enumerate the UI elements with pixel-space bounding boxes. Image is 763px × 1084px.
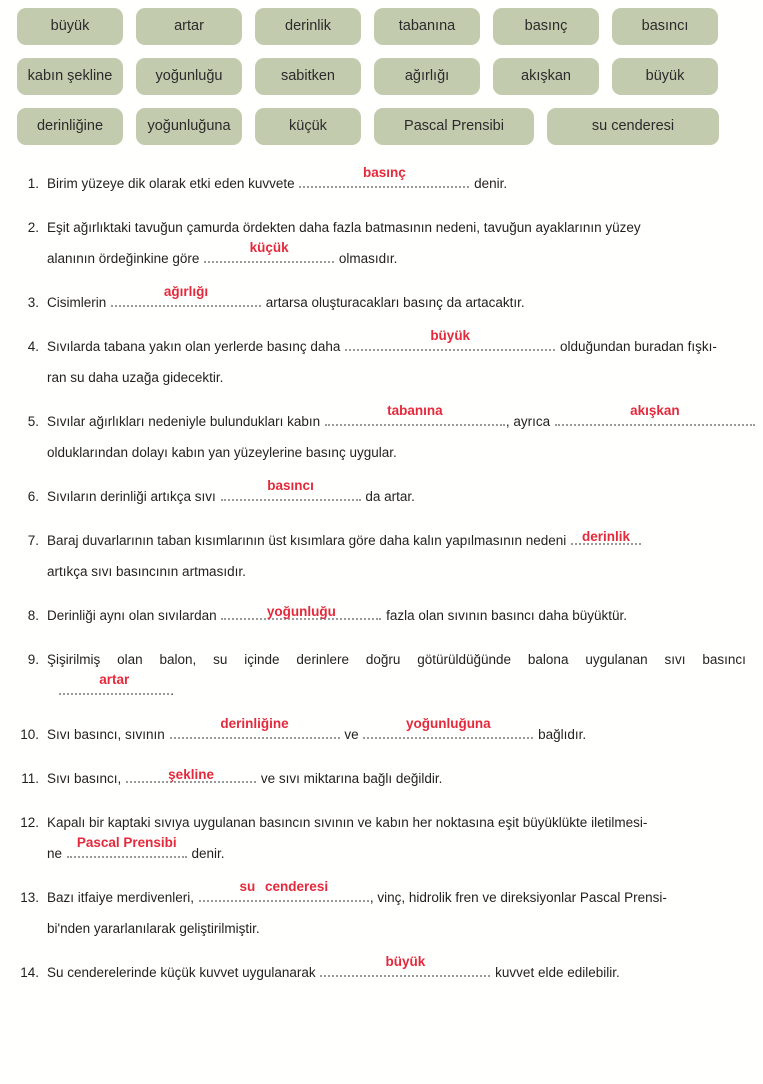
answer-text: şekline xyxy=(168,766,214,782)
question-word: balon, xyxy=(159,652,197,667)
question-body xyxy=(47,807,746,869)
question-line xyxy=(47,913,746,944)
answer-text: yoğunluğu xyxy=(266,603,336,619)
question-body xyxy=(47,212,746,274)
question-body xyxy=(47,763,746,794)
question-line xyxy=(47,164,746,199)
question-line xyxy=(47,953,746,988)
question-line xyxy=(47,807,746,838)
question-line xyxy=(47,834,746,869)
question-item xyxy=(17,164,746,199)
question-number: 11. xyxy=(21,771,39,786)
word-chip[interactable]: yoğunluğuna xyxy=(136,108,242,145)
question-text: da artar. xyxy=(361,489,415,504)
question-line xyxy=(47,402,746,437)
question-number: 5. xyxy=(27,414,39,429)
question-line xyxy=(47,212,746,243)
question-number: 2. xyxy=(27,220,39,235)
question-body xyxy=(47,644,746,706)
question-text: olmasıdır. xyxy=(335,251,398,266)
word-chip[interactable]: basınç xyxy=(493,8,599,45)
answer-text: büyük xyxy=(385,953,426,969)
question-item xyxy=(17,644,746,706)
questions-list xyxy=(0,158,763,988)
question-text: . xyxy=(170,683,175,698)
question-word: basıncı xyxy=(702,652,746,667)
question-text: Sıvıların derinliği artıkça sıvı xyxy=(47,489,220,504)
word-bank-row xyxy=(17,108,746,145)
question-text: Baraj duvarlarının taban kısımlarının üst kısımlara göre daha kalın yapılmasının nedeni xyxy=(47,533,571,548)
question-number: 8. xyxy=(27,608,39,623)
question-item xyxy=(17,763,746,794)
word-chip[interactable]: Pascal Prensibi xyxy=(374,108,534,145)
question-item xyxy=(17,878,746,944)
question-item xyxy=(17,525,746,587)
answer-blank[interactable] xyxy=(199,878,369,903)
question-text: ran su daha uzağa gidecektir. xyxy=(47,370,224,385)
question-text: denir. xyxy=(187,846,225,861)
question-number: 4. xyxy=(27,339,39,354)
answer-text: küçük xyxy=(249,239,289,255)
question-text: Bazı itfaiye merdivenleri, xyxy=(47,890,198,905)
answer-blank[interactable] xyxy=(111,283,261,308)
answer-text: yoğunluğuna xyxy=(405,715,491,731)
question-text: ne xyxy=(47,846,66,861)
question-text: ve xyxy=(340,727,363,742)
answer-blank[interactable] xyxy=(320,953,490,978)
answer-text: akışkan xyxy=(630,402,680,418)
question-body xyxy=(47,327,746,393)
question-number: 3. xyxy=(27,295,39,310)
question-text: artarsa oluşturacakları basınç da artacaktır. xyxy=(262,295,525,310)
word-chip[interactable]: küçük xyxy=(255,108,361,145)
question-body xyxy=(47,715,746,750)
question-line xyxy=(47,477,746,512)
question-word: uygulanan xyxy=(585,652,648,667)
question-number: 10. xyxy=(20,727,39,742)
word-chip[interactable]: derinlik xyxy=(255,8,361,45)
answer-blank[interactable] xyxy=(59,671,169,696)
question-line xyxy=(47,644,746,675)
answer-text: tabanına xyxy=(387,402,443,418)
question-word: su xyxy=(213,652,228,667)
question-number: 9. xyxy=(27,652,39,667)
question-text: olduklarından dolayı kabın yan yüzeylerine basınç uygular. xyxy=(47,445,397,460)
answer-blank[interactable] xyxy=(221,477,361,502)
answer-blank[interactable] xyxy=(345,327,555,352)
question-text: Eşit ağırlıktaki tavuğun çamurda ördekten daha fazla batmasının nedeni, tavuğun ayaklarının yüzey xyxy=(47,220,641,235)
question-body xyxy=(47,283,746,318)
word-chip[interactable]: basıncı xyxy=(612,8,718,45)
question-item xyxy=(17,953,746,988)
question-body xyxy=(47,164,746,199)
word-chip[interactable]: akışkan xyxy=(493,58,599,95)
question-text: olduğundan buradan fışkı- xyxy=(556,339,717,354)
word-chip[interactable]: büyük xyxy=(17,8,123,45)
question-text: artıkça sıvı basıncının artmasıdır. xyxy=(47,564,246,579)
answer-blank[interactable] xyxy=(299,164,469,189)
word-chip[interactable]: kabın şekline xyxy=(17,58,123,95)
question-number: 1. xyxy=(27,176,39,191)
question-line xyxy=(47,239,746,274)
question-body xyxy=(47,600,746,631)
answer-text: artar xyxy=(99,671,130,687)
question-item xyxy=(17,600,746,631)
question-word: götürüldüğünde xyxy=(417,652,512,667)
answer-blank[interactable] xyxy=(221,605,381,621)
question-text: Su cenderelerinde küçük kuvvet uygulanarak xyxy=(47,965,320,980)
question-line xyxy=(47,283,746,318)
question-item xyxy=(17,212,746,274)
word-bank xyxy=(0,0,763,145)
question-word: balona xyxy=(527,652,569,667)
question-number: 12. xyxy=(20,815,39,830)
answer-text: derinliğine xyxy=(220,715,289,731)
question-text: Sıvı basıncı, xyxy=(47,771,122,786)
question-number: 13. xyxy=(20,890,39,905)
question-line xyxy=(47,600,746,631)
question-line xyxy=(47,671,746,706)
question-word: derinlere xyxy=(296,652,349,667)
question-line xyxy=(47,763,746,794)
question-word: Şişirilmiş xyxy=(47,652,101,667)
question-item xyxy=(17,807,746,869)
question-text: alanının ördeğinkine göre xyxy=(47,251,204,266)
answer-blank[interactable] xyxy=(555,402,755,427)
question-line xyxy=(47,437,746,468)
question-text: Birim yüzeye dik olarak etki eden kuvvete xyxy=(47,176,299,191)
question-line xyxy=(47,525,746,556)
question-text: Sıvılar ağırlıkları nedeniyle bulundukları kabın xyxy=(47,414,324,429)
question-text: Cisimlerin xyxy=(47,295,111,310)
answer-text: derinlik xyxy=(582,528,631,544)
word-bank-row xyxy=(17,58,746,95)
question-body xyxy=(47,477,746,512)
answer-text: ağırlığı xyxy=(163,283,209,299)
question-body xyxy=(47,402,746,468)
answer-blank[interactable] xyxy=(325,402,505,427)
answer-text: büyük xyxy=(430,327,471,343)
word-chip[interactable]: ağırlığı xyxy=(374,58,480,95)
question-line xyxy=(47,715,746,750)
question-item xyxy=(17,327,746,393)
question-text: denir. xyxy=(470,176,508,191)
word-chip[interactable]: büyük xyxy=(612,58,718,95)
question-word: doğru xyxy=(365,652,401,667)
question-word: içinde xyxy=(244,652,280,667)
word-bank-row xyxy=(17,8,746,45)
question-text: bağlıdır. xyxy=(534,727,587,742)
answer-text: basıncı xyxy=(267,477,314,493)
question-text: kuvvet elde edilebilir. xyxy=(491,965,620,980)
word-chip[interactable]: derinliğine xyxy=(17,108,123,145)
question-text: Sıvılarda tabana yakın olan yerlerde basınç daha xyxy=(47,339,345,354)
question-line xyxy=(47,556,746,587)
question-text: fazla olan sıvının basıncı daha büyüktür. xyxy=(382,608,627,623)
word-chip[interactable]: yoğunluğu xyxy=(136,58,242,95)
question-number: 6. xyxy=(27,489,39,504)
answer-text: Pascal Prensibi xyxy=(76,834,177,850)
word-chip[interactable]: tabanına xyxy=(374,8,480,45)
question-line xyxy=(47,362,746,393)
question-item xyxy=(17,477,746,512)
question-body xyxy=(47,878,746,944)
question-text: Derinliği aynı olan sıvılardan xyxy=(47,608,221,623)
question-line xyxy=(47,327,746,362)
question-text: Sıvı basıncı, sıvının xyxy=(47,727,169,742)
word-chip[interactable]: artar xyxy=(136,8,242,45)
question-body xyxy=(47,525,746,587)
answer-blank[interactable] xyxy=(204,239,334,264)
question-line xyxy=(47,878,746,913)
word-chip[interactable]: su cenderesi xyxy=(547,108,719,145)
question-word: olan xyxy=(117,652,143,667)
question-item xyxy=(17,715,746,750)
answer-blank[interactable] xyxy=(363,715,533,740)
question-text: bi'nden yararlanılarak geliştirilmiştir. xyxy=(47,921,260,936)
question-text: , ayrıca xyxy=(505,414,554,429)
answer-blank[interactable] xyxy=(170,715,340,740)
question-number: 14. xyxy=(20,965,39,980)
question-item xyxy=(17,283,746,318)
answer-blank[interactable] xyxy=(67,834,187,859)
question-number: 7. xyxy=(27,533,39,548)
question-text: Kapalı bir kaptaki sıvıya uygulanan basıncın sıvının ve kabın her noktasına eşit büyüklükte iletilmesi- xyxy=(47,815,648,830)
answer-text: su cenderesi xyxy=(239,878,329,894)
question-text: ve sıvı miktarına bağlı değildir. xyxy=(257,771,443,786)
question-word: sıvı xyxy=(664,652,686,667)
question-text: , vinç, hidrolik fren ve direksiyonlar Pascal Prensi- xyxy=(369,890,667,905)
question-body xyxy=(47,953,746,988)
answer-text: basınç xyxy=(362,164,406,180)
word-chip[interactable]: sabitken xyxy=(255,58,361,95)
question-item xyxy=(17,402,746,468)
answer-blank[interactable] xyxy=(571,530,641,546)
answer-blank[interactable] xyxy=(126,768,256,784)
